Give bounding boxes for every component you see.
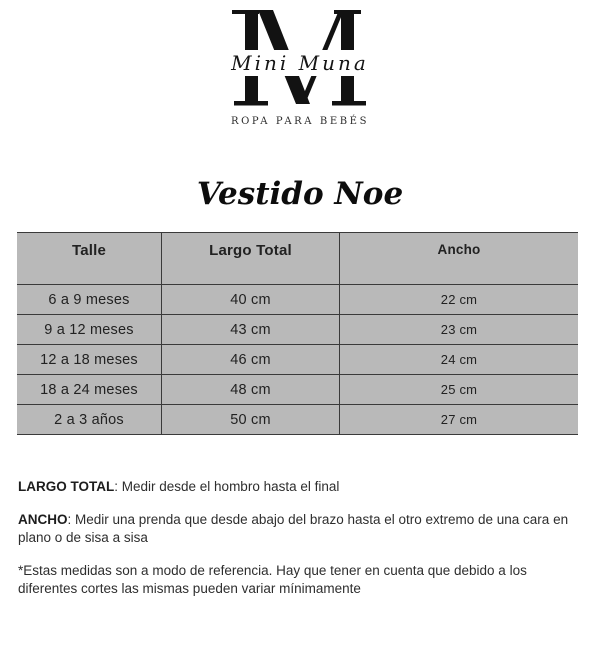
column-header-largo-total: Largo Total xyxy=(161,233,339,284)
note-ancho-label: ANCHO xyxy=(18,512,68,527)
note-largo-total xyxy=(18,478,583,496)
brand-script-name: Mini Muna xyxy=(219,50,381,76)
note-largo-total-text: : Medir desde el hombro hasta el final xyxy=(114,479,340,494)
cell-ancho: 23 cm xyxy=(339,315,578,344)
cell-talle: 6 a 9 meses xyxy=(48,291,130,308)
cell-largo: 43 cm xyxy=(161,315,339,344)
column-header-talle: Talle xyxy=(71,242,107,259)
cell-largo: 40 cm xyxy=(161,285,339,314)
cell-largo: 48 cm xyxy=(161,375,339,404)
cell-ancho: 25 cm xyxy=(339,375,578,404)
note-disclaimer xyxy=(18,562,583,598)
note-largo-total-label: LARGO TOTAL xyxy=(18,479,115,494)
size-table-header-row xyxy=(17,233,578,285)
table-row xyxy=(17,375,578,405)
cell-ancho: 24 cm xyxy=(339,345,578,374)
table-row xyxy=(17,345,578,375)
brand-logo xyxy=(0,0,600,140)
size-table xyxy=(17,232,578,435)
note-disclaimer-text: *Estas medidas son a modo de referencia. Hay que tener en cuenta que debido a los diferentes cortes las mismas pueden variar mínimamente xyxy=(18,563,527,596)
note-ancho xyxy=(18,511,583,547)
brand-tagline: ROPA PARA BEBÉS xyxy=(230,116,370,127)
cell-talle: 2 a 3 años xyxy=(54,411,124,428)
column-header-ancho: Ancho xyxy=(339,233,578,284)
cell-ancho: 22 cm xyxy=(339,285,578,314)
cell-largo: 46 cm xyxy=(161,345,339,374)
cell-largo: 50 cm xyxy=(161,405,339,434)
cell-talle: 12 a 18 meses xyxy=(40,351,138,368)
measurement-notes xyxy=(18,478,583,613)
table-row xyxy=(17,405,578,434)
table-row xyxy=(17,285,578,315)
page-title: Vestido Noe xyxy=(196,176,404,212)
cell-talle: 9 a 12 meses xyxy=(44,321,134,338)
note-ancho-text: : Medir una prenda que desde abajo del brazo hasta el otro extremo de una cara en plano o de sisa a sisa xyxy=(18,512,569,545)
cell-talle: 18 a 24 meses xyxy=(40,381,138,398)
cell-ancho: 27 cm xyxy=(339,405,578,434)
table-row xyxy=(17,315,578,345)
brand-script-row xyxy=(0,50,600,76)
